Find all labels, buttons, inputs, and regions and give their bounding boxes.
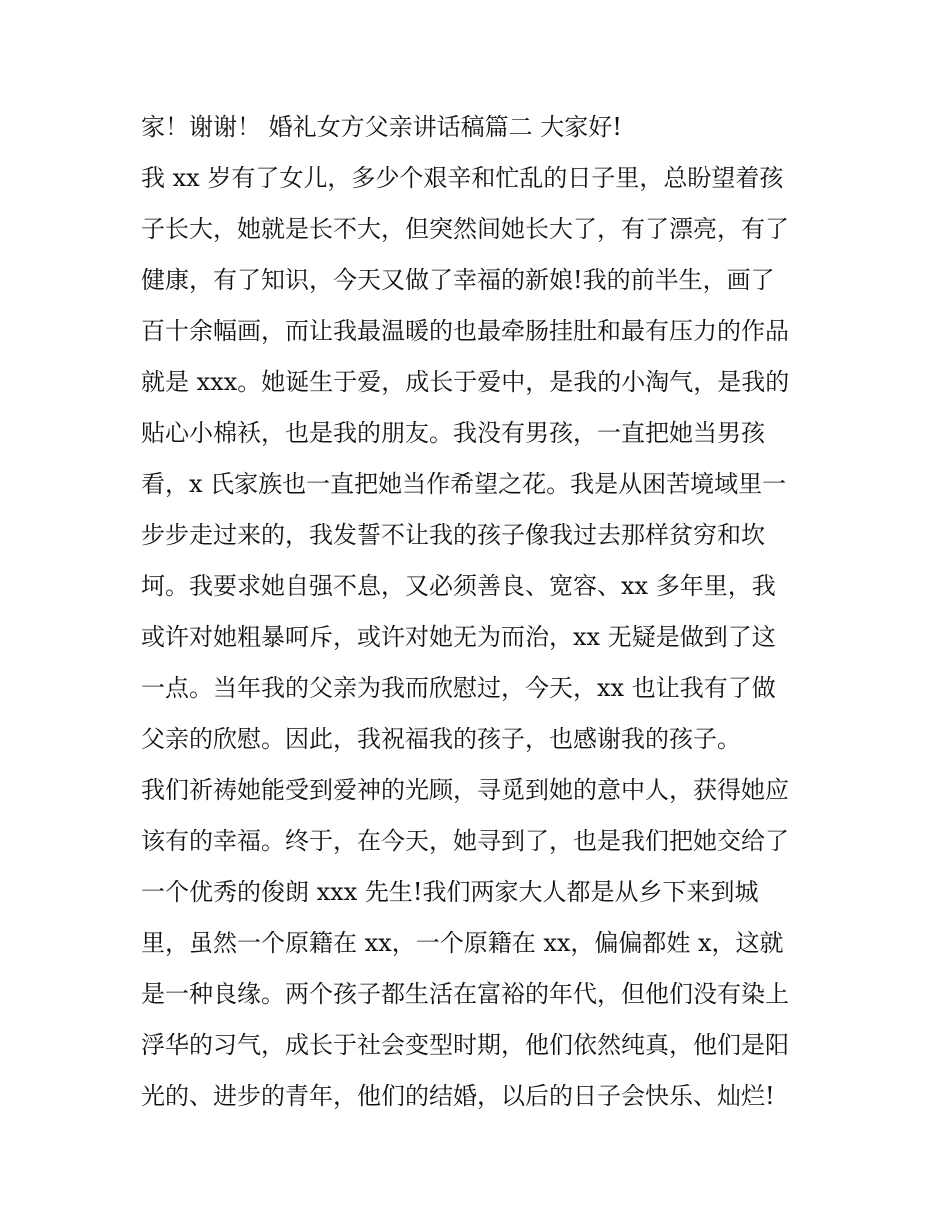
text-line: 里，虽然一个原籍在 xx，一个原籍在 xx，偏偏都姓 x，这就 <box>141 929 784 957</box>
text-line: 或许对她粗暴呵斥，或许对她无为而治，xx 无疑是做到了这 <box>141 623 776 651</box>
text-line: 是一种良缘。两个孩子都生活在富裕的年代，但他们没有染上 <box>141 980 789 1008</box>
text-line: 看，x 氏家族也一直把她当作希望之花。我是从困苦境域里一 <box>141 470 787 498</box>
text-line: 父亲的欣慰。因此，我祝福我的孩子，也感谢我的孩子。 <box>141 725 741 753</box>
text-line: 光的、进步的青年，他们的结婚，以后的日子会快乐、灿烂! <box>141 1082 775 1110</box>
body-text <box>141 115 831 1135</box>
text-line: 就是 xxx。她诞生于爱，成长于爱中，是我的小淘气，是我的 <box>141 368 790 396</box>
text-line: 家！谢谢！ 婚礼女方父亲讲话稿篇二 大家好! <box>141 113 622 141</box>
text-line: 百十余幅画，而让我最温暖的也最牵肠挂肚和最有压力的作品 <box>141 317 789 345</box>
text-line: 我 xx 岁有了女儿，多少个艰辛和忙乱的日子里，总盼望着孩 <box>141 164 784 192</box>
text-line: 健康，有了知识，今天又做了幸福的新娘!我的前半生，画了 <box>141 266 775 294</box>
text-line: 坷。我要求她自强不息，又必须善良、宽容、xx 多年里，我 <box>141 572 776 600</box>
text-line: 该有的幸福。终于，在今天，她寻到了，也是我们把她交给了 <box>141 827 789 855</box>
text-line: 一点。当年我的父亲为我而欣慰过，今天，xx 也让我有了做 <box>141 674 776 702</box>
text-line: 子长大，她就是长不大，但突然间她长大了，有了漂亮，有了 <box>141 215 789 243</box>
text-line: 我们祈祷她能受到爱神的光顾，寻觅到她的意中人，获得她应 <box>141 776 789 804</box>
text-line: 步步走过来的，我发誓不让我的孩子像我过去那样贫穷和坎 <box>141 521 765 549</box>
text-line: 浮华的习气，成长于社会变型时期，他们依然纯真，他们是阳 <box>141 1031 789 1059</box>
text-line: 一个优秀的俊朗 xxx 先生!我们两家大人都是从乡下来到城 <box>141 878 759 906</box>
text-line: 贴心小棉袄，也是我的朋友。我没有男孩，一直把她当男孩 <box>141 419 765 447</box>
